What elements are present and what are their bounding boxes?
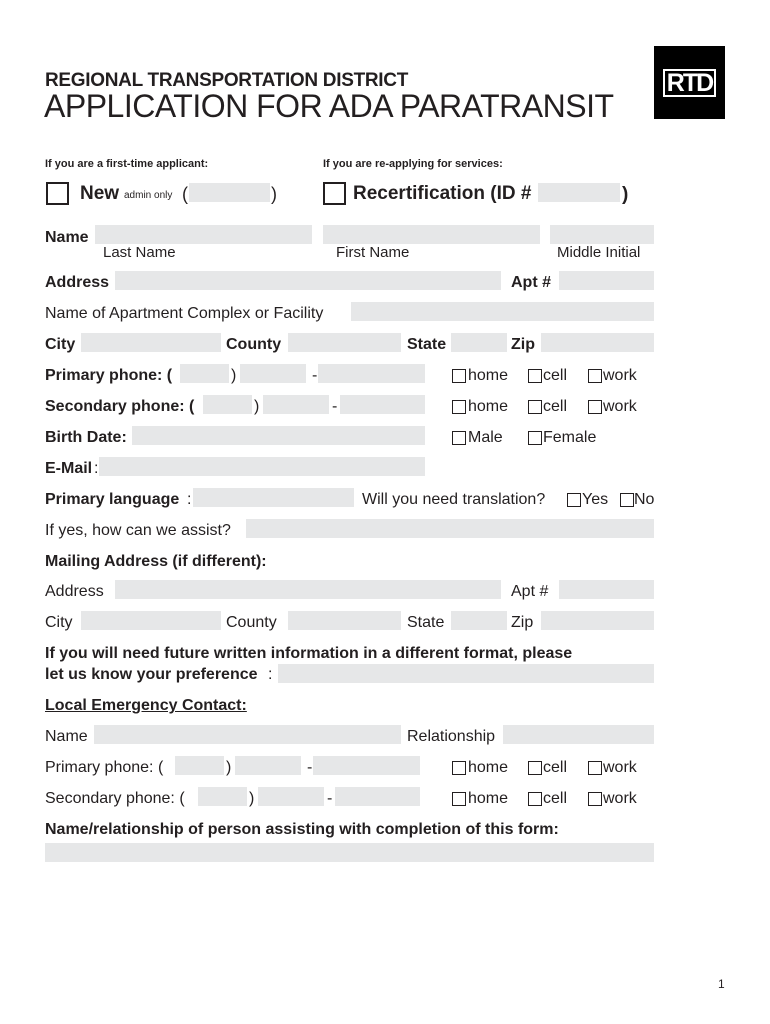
mailing-state-field[interactable] — [451, 611, 507, 630]
last-name-field[interactable] — [95, 225, 312, 244]
emergency-secondary-prefix[interactable] — [258, 787, 324, 806]
primary-work-label: work — [603, 367, 637, 384]
reapply-label: If you are re-applying for services: — [323, 158, 503, 170]
mailing-county-field[interactable] — [288, 611, 401, 630]
translation-yes-checkbox[interactable] — [567, 493, 581, 507]
primary-home-checkbox[interactable] — [452, 369, 466, 383]
emergency-secondary-label: Secondary phone: ( — [45, 790, 185, 807]
assist-label: If yes, how can we assist? — [45, 522, 231, 539]
county-field[interactable] — [288, 333, 401, 352]
secondary-phone-line[interactable] — [340, 395, 425, 414]
name-label: Name — [45, 229, 89, 246]
format-line1: If you will need future written information in a different format, please — [45, 645, 573, 662]
relationship-label: Relationship — [407, 728, 496, 745]
emergency-primary-cell-label: cell — [543, 759, 568, 776]
emergency-name-field[interactable] — [94, 725, 401, 744]
assistant-label: Name/relationship of person assisting with completion of this form: — [45, 821, 559, 838]
new-checkbox[interactable] — [46, 182, 69, 205]
mailing-zip-label: Zip — [511, 614, 534, 631]
secondary-phone-prefix[interactable] — [263, 395, 329, 414]
recert-id-field[interactable] — [538, 183, 620, 202]
state-field[interactable] — [451, 333, 507, 352]
assistant-field[interactable] — [45, 843, 654, 862]
recert-close-paren: ) — [622, 184, 629, 205]
translation-yes-label: Yes — [582, 491, 609, 508]
format-preference-field[interactable] — [278, 664, 654, 683]
emergency-secondary-cell-label: cell — [543, 790, 568, 807]
translation-no-checkbox[interactable] — [620, 493, 634, 507]
emergency-primary-cell-checkbox[interactable] — [528, 761, 542, 775]
secondary-phone-label: Secondary phone: ( — [45, 398, 195, 415]
language-colon: : — [187, 491, 192, 508]
emergency-primary-home-label: home — [468, 759, 509, 776]
city-label: City — [45, 336, 76, 353]
email-label: E-Mail — [45, 460, 93, 477]
address-field[interactable] — [115, 271, 501, 290]
last-name-caption: Last Name — [103, 244, 176, 261]
emergency-primary-area[interactable] — [175, 756, 224, 775]
recert-checkbox[interactable] — [323, 182, 346, 205]
mailing-city-label: City — [45, 614, 73, 631]
secondary-work-label: work — [603, 398, 637, 415]
relationship-field[interactable] — [503, 725, 654, 744]
mailing-zip-field[interactable] — [541, 611, 654, 630]
translation-label: Will you need translation? — [362, 491, 546, 508]
language-field[interactable] — [193, 488, 354, 507]
emergency-secondary-line[interactable] — [335, 787, 420, 806]
translation-no-label: No — [634, 491, 655, 508]
primary-phone-paren: ) — [231, 367, 237, 384]
secondary-home-label: home — [468, 398, 509, 415]
mailing-address-label: Address — [45, 583, 104, 600]
primary-home-label: home — [468, 367, 509, 384]
first-name-field[interactable] — [323, 225, 540, 244]
emergency-primary-dash: - — [307, 759, 313, 776]
emergency-primary-label: Primary phone: ( — [45, 759, 164, 776]
middle-initial-caption: Middle Initial — [557, 244, 641, 261]
emergency-primary-prefix[interactable] — [235, 756, 301, 775]
language-label: Primary language — [45, 491, 180, 508]
mailing-apt-field[interactable] — [559, 580, 654, 599]
emergency-secondary-home-label: home — [468, 790, 509, 807]
first-time-label: If you are a first-time applicant: — [45, 158, 209, 170]
female-checkbox[interactable] — [528, 431, 542, 445]
rtd-logo: RTD — [654, 46, 725, 119]
male-checkbox[interactable] — [452, 431, 466, 445]
primary-phone-prefix[interactable] — [240, 364, 306, 383]
secondary-cell-label: cell — [543, 398, 568, 415]
email-colon: : — [94, 460, 99, 477]
mailing-address-field[interactable] — [115, 580, 501, 599]
secondary-phone-area[interactable] — [203, 395, 252, 414]
city-field[interactable] — [81, 333, 221, 352]
emergency-primary-paren: ) — [226, 759, 232, 776]
complex-label: Name of Apartment Complex or Facility — [45, 305, 324, 322]
emergency-primary-home-checkbox[interactable] — [452, 761, 466, 775]
zip-label: Zip — [511, 336, 535, 353]
secondary-home-checkbox[interactable] — [452, 400, 466, 414]
zip-field[interactable] — [541, 333, 654, 352]
state-label: State — [407, 336, 447, 353]
primary-phone-area[interactable] — [180, 364, 229, 383]
page-title: APPLICATION FOR ADA PARATRANSIT — [44, 88, 614, 124]
male-label: Male — [468, 429, 503, 446]
apt-field[interactable] — [559, 271, 654, 290]
emergency-secondary-work-checkbox[interactable] — [588, 792, 602, 806]
secondary-phone-paren: ) — [254, 398, 260, 415]
emergency-secondary-area[interactable] — [198, 787, 247, 806]
primary-phone-label: Primary phone: ( — [45, 367, 173, 384]
birth-date-label: Birth Date: — [45, 429, 127, 446]
emergency-secondary-work-label: work — [603, 790, 637, 807]
emergency-name-label: Name — [45, 728, 88, 745]
secondary-phone-dash: - — [332, 398, 338, 415]
primary-cell-checkbox[interactable] — [528, 369, 542, 383]
format-colon: : — [268, 666, 273, 683]
format-line2: let us know your preference — [45, 666, 258, 683]
email-field[interactable] — [99, 457, 425, 476]
first-name-caption: First Name — [336, 244, 410, 261]
emergency-secondary-home-checkbox[interactable] — [452, 792, 466, 806]
admin-only-field[interactable] — [189, 183, 270, 202]
birth-date-field[interactable] — [132, 426, 425, 445]
primary-work-checkbox[interactable] — [588, 369, 602, 383]
emergency-secondary-cell-checkbox[interactable] — [528, 792, 542, 806]
open-paren: ( — [182, 184, 188, 204]
mailing-county-label: County — [226, 614, 277, 631]
emergency-primary-work-label: work — [603, 759, 637, 776]
primary-cell-label: cell — [543, 367, 568, 384]
assist-field[interactable] — [246, 519, 654, 538]
apt-label: Apt # — [511, 274, 551, 291]
complex-field[interactable] — [351, 302, 654, 321]
new-label: New — [80, 183, 120, 204]
mailing-apt-label: Apt # — [511, 583, 549, 600]
admin-only-label: admin only — [124, 190, 173, 201]
mailing-heading: Mailing Address (if different): — [45, 553, 267, 570]
secondary-work-checkbox[interactable] — [588, 400, 602, 414]
secondary-cell-checkbox[interactable] — [528, 400, 542, 414]
address-label: Address — [45, 274, 110, 291]
county-label: County — [226, 336, 282, 353]
mailing-city-field[interactable] — [81, 611, 221, 630]
mailing-state-label: State — [407, 614, 445, 631]
female-label: Female — [543, 429, 597, 446]
middle-initial-field[interactable] — [550, 225, 654, 244]
emergency-heading: Local Emergency Contact: — [45, 697, 247, 714]
primary-phone-line[interactable] — [318, 364, 425, 383]
primary-phone-dash: - — [312, 367, 318, 384]
emergency-primary-line[interactable] — [313, 756, 420, 775]
emergency-primary-work-checkbox[interactable] — [588, 761, 602, 775]
page-number: 1 — [718, 977, 725, 991]
emergency-secondary-dash: - — [327, 790, 333, 807]
emergency-secondary-paren: ) — [249, 790, 255, 807]
org-name: REGIONAL TRANSPORTATION DISTRICT — [45, 70, 409, 91]
close-paren: ) — [271, 184, 277, 204]
recert-label: Recertification (ID # — [353, 183, 532, 204]
